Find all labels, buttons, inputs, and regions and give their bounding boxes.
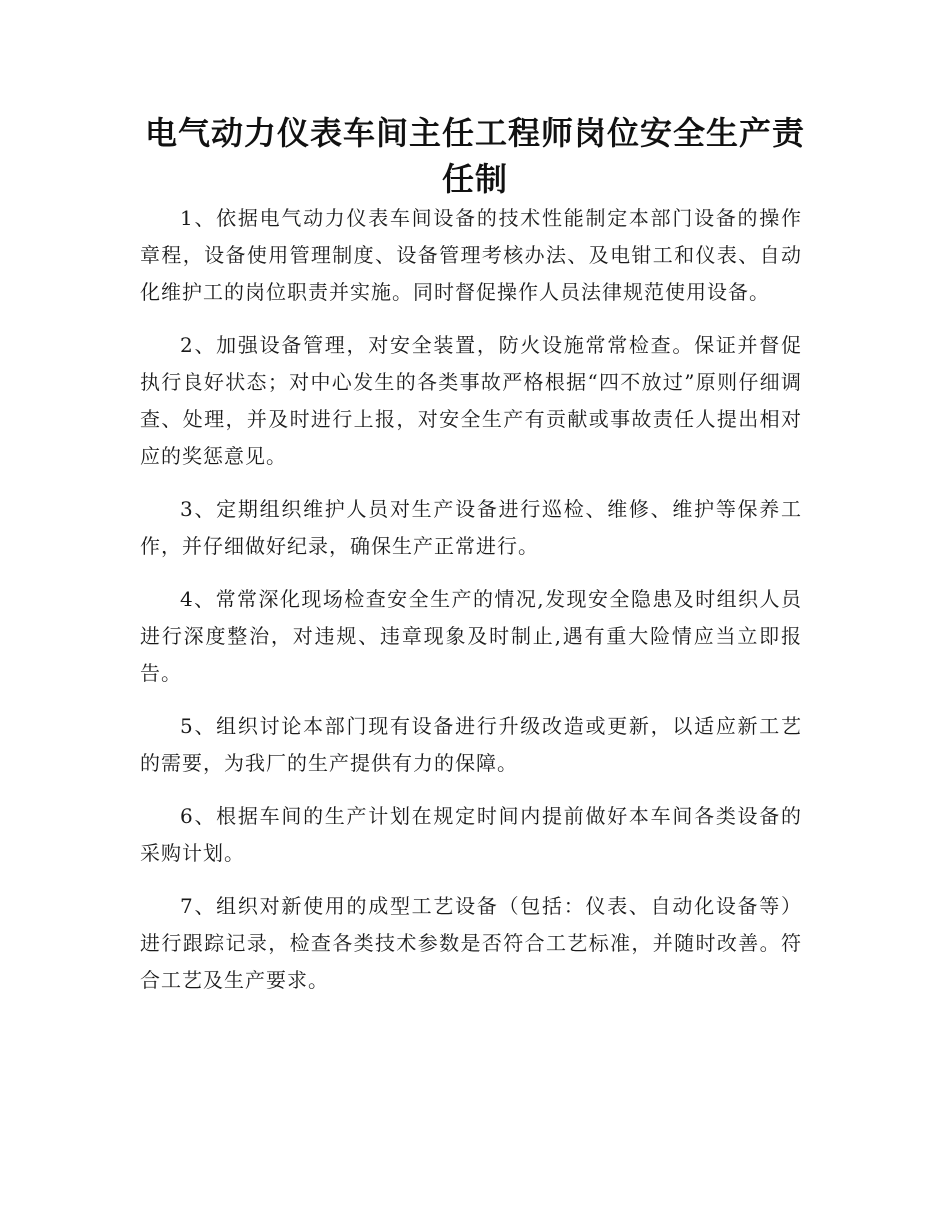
paragraph-4: 4、常常深化现场检查安全生产的情况,发现安全隐患及时组织人员进行深度整治，对违规、违章现象及时制止,遇有重大险情应当立即报告。 [140, 587, 802, 685]
paragraph-7: 7、组织对新使用的成型工艺设备（包括：仪表、自动化设备等）进行跟踪记录，检查各类技术参数是否符合工艺标准，并随时改善。符合工艺及生产要求。 [140, 894, 802, 992]
paragraph-1: 1、依据电气动力仪表车间设备的技术性能制定本部门设备的操作章程，设备使用管理制度、设备管理考核办法、及电钳工和仪表、自动化维护工的岗位职责并实施。同时督促操作人员法律规范使用设备。 [140, 206, 802, 304]
paragraph-5: 5、组织讨论本部门现有设备进行升级改造或更新，以适应新工艺的需要，为我厂的生产提供有力的保障。 [140, 714, 802, 775]
document-title: 电气动力仪表车间主任工程师岗位安全生产责任制 [144, 114, 805, 198]
document-body [140, 200, 802, 1015]
paragraph-6: 6、根据车间的生产计划在规定时间内提前做好本车间各类设备的采购计划。 [140, 804, 802, 865]
paragraph-2: 2、加强设备管理，对安全装置，防火设施常常检查。保证并督促执行良好状态；对中心发生的各类事故严格根据“四不放过”原则仔细调查、处理，并及时进行上报，对安全生产有贡献或事故责任人提出相对应的奖惩意见。 [140, 333, 802, 468]
paragraph-3: 3、定期组织维护人员对生产设备进行巡检、维修、维护等保养工作，并仔细做好纪录，确保生产正常进行。 [140, 497, 802, 558]
